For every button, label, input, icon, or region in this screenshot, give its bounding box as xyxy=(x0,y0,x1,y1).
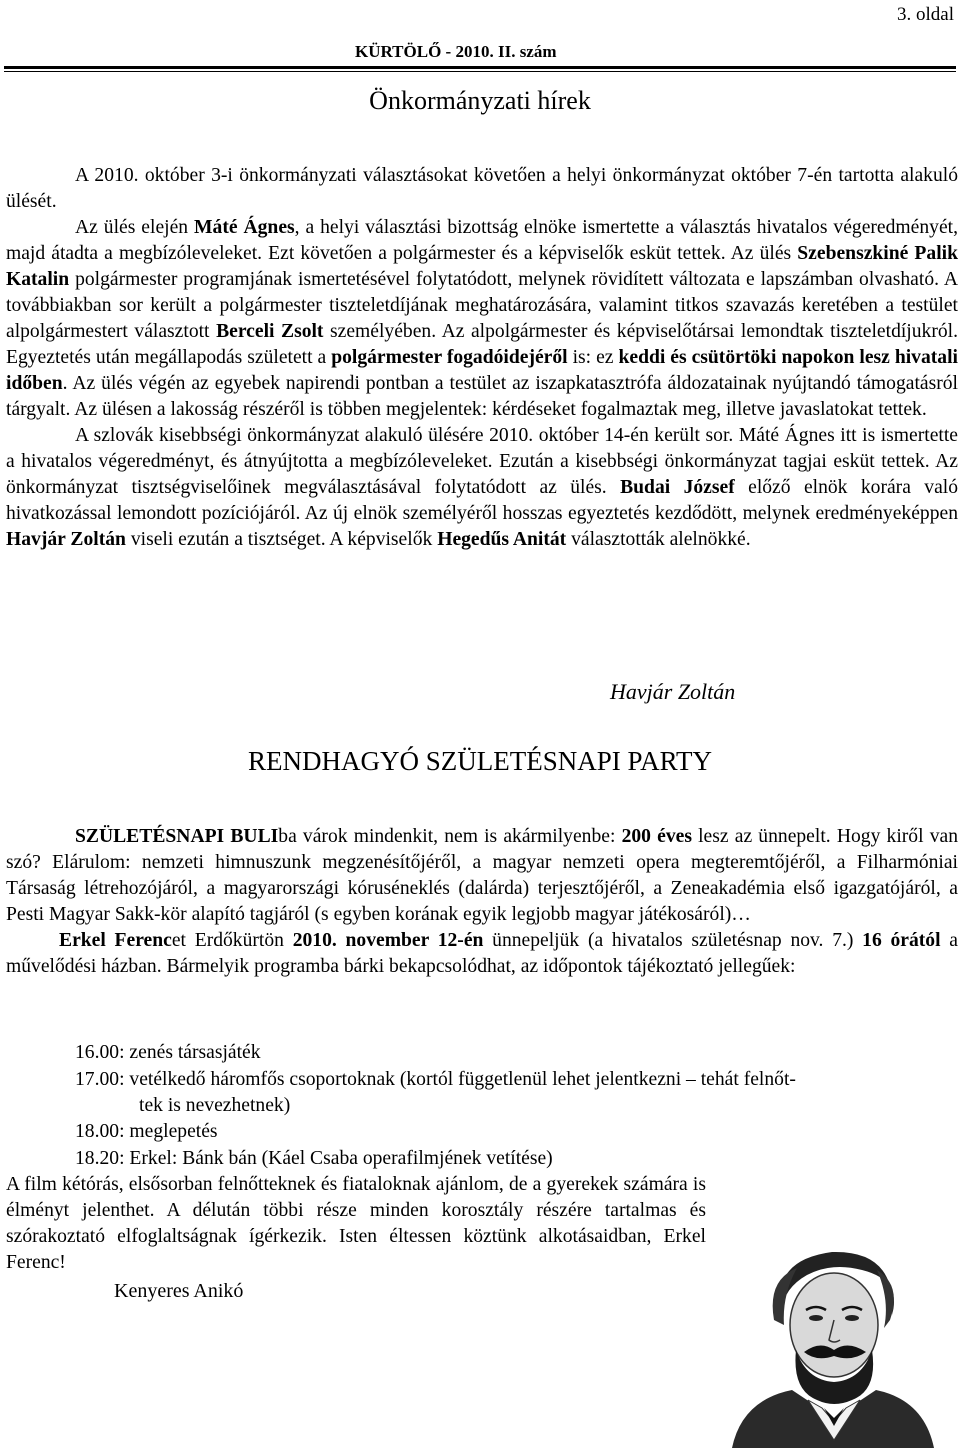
article-birthday-party xyxy=(6,824,958,980)
author-signature: Kenyeres Anikó xyxy=(114,1280,244,1302)
schedule-item: 17.00: vetélkedő háromfős csoportoknak (kortól függetlenül lehet jelentkezni – tehát felnőt- tek is nevezhetnek) xyxy=(75,1069,796,1116)
article-council-news xyxy=(6,163,958,553)
article-closing xyxy=(6,1172,706,1276)
page-number: 3. oldal xyxy=(897,4,954,25)
schedule-item: 18.20: Erkel: Bánk bán (Káel Csaba operafilmjének vetítése) xyxy=(75,1148,553,1169)
paragraph: Erkel Ferencet Erdőkürtön 2010. november 12-én ünnepeljük (a hivatalos születésnap nov. 7.) 16 órától a művelődési házban. Bármelyik programba bárki bekapcsolódhat, az időpontok tájékoztató jellegűek: xyxy=(6,930,958,977)
party-title: RENDHAGYÓ SZÜLETÉSNAPI PARTY xyxy=(248,746,712,776)
author-signature: Havjár Zoltán xyxy=(610,679,736,704)
paragraph: SZÜLETÉSNAPI BULIba várok mindenkit, nem is akármilyenbe: 200 éves lesz az ünnepelt. Hogy kiről van szó? Elárulom: nemzeti himnuszunk megzenésítőjéről, a magyar nemzeti opera megteremtőjéről, a Filharmóniai Társaság létrehozójáról, a magyarországi kóruséneklés (dalárda) terjesztőjéről, a Zeneakadémia első igazgatójáról, a Pesti Magyar Sakk-kör alapító tagjáról (s egyben korának egyik legjobb magyar játékosáról)… xyxy=(6,826,958,925)
erkel-portrait-image xyxy=(712,1240,954,1448)
paragraph: A 2010. október 3-i önkormányzati választásokat követően a helyi önkormányzat október 7-én tartotta alakuló ülését. xyxy=(6,165,958,212)
header-rule-thick xyxy=(4,66,956,69)
header-rule-thin xyxy=(4,71,956,72)
paragraph: A szlovák kisebbségi önkormányzat alakuló ülésére 2010. október 14-én került sor. Máté Ágnes itt is ismertette a hivatalos végeredményt, és átnyújtotta a megbízóleveleket. Ezután a kisebbségi önkormányzat tagjai esküt tettek. Az önkormányzat tisztségviselőinek megválasztásával folytatódott az ülés. Budai József előző elnök korára való hivatkozással lemondott pozíciójáról. Az új elnök személyéről hosszas egyeztetés kezdődött, melynek eredményeképpen Havjár Zoltán viseli ezután a tisztséget. A képviselők Hegedűs Anitát választották alelnökké. xyxy=(6,425,959,550)
schedule-item: 18.00: meglepetés xyxy=(75,1121,218,1142)
paragraph: A film kétórás, elsősorban felnőtteknek és fiataloknak ajánlom, de a gyerekek számára is élményt jelenthet. A délután többi része minden korosztály részére tartalmas és szórakoztató elfoglaltságnak ígérkezik. Isten éltessen köztünk alkotásaidban, Erkel Ferenc! xyxy=(6,1174,706,1273)
publication-title: KÜRTÖLŐ - 2010. II. szám xyxy=(355,42,557,61)
section-title: Önkormányzati hírek xyxy=(369,86,591,115)
paragraph: Az ülés elején Máté Ágnes, a helyi választási bizottság elnöke ismertette a választás hivatalos végeredményét, majd átadta a megbízóleveleket. Ezt követően a polgármester és a képviselők esküt tettek. Az ülés Szebenszkiné Palik Katalin polgármester programjának ismertetésével folytatódott, melynek rövidített változata e lapszámban olvasható. A továbbiakban sor került a polgármester tiszteletdíjának meghatározására, valamint titkos szavazás keretében a testület alpolgármestert választott Berceli Zsolt személyében. Az alpolgármester és képviselőtársai lemondtak tiszteletdíjukról. Egyeztetés után megállapodás született a polgármester fogadóidejéről is: ez keddi és csütörtöki napokon lesz hivatali időben. Az ülés végén az egyebek napirendi pontban a testület az iszapkatasztrófa áldozatainak nyújtandó támogatásról tárgyalt. Az ülésen a lakosság részéről is többen megjelentek: kérdéseket fogalmaztak meg, illetve javaslatokat tettek. xyxy=(6,217,959,420)
schedule-item: 16.00: zenés társasjáték xyxy=(75,1042,261,1063)
